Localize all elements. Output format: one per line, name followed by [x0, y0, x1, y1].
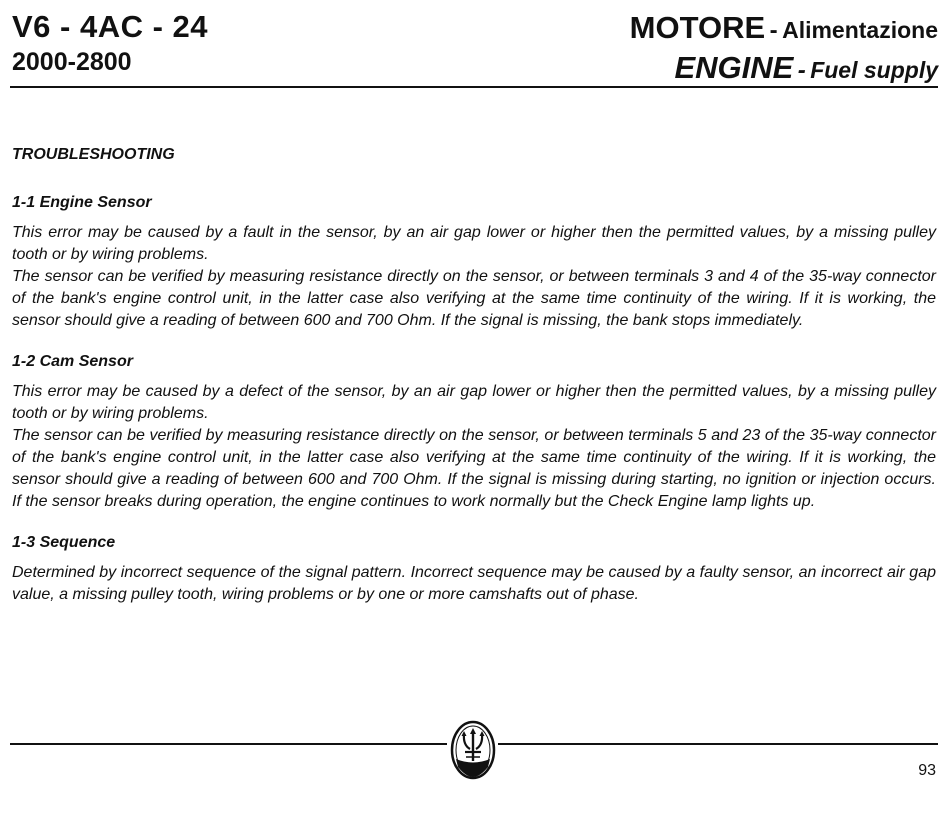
document-body [12, 145, 936, 626]
section-separator: - [769, 17, 778, 44]
paragraph: This error may be caused by a defect of the sensor, by an air gap lower or higher then the permitted values, by a missing pulley tooth or by wiring problems. [12, 383, 936, 422]
section-sequence [12, 533, 936, 606]
paragraph: The sensor can be verified by measuring resistance directly on the sensor, or between terminals 3 and 4 of the 35-way connector of the bank's engine control unit, in the latter case also verifying at the same time continuity of the wiring. If it is working, the sensor should give a reading of between 600 and 700 Ohm. If the signal is missing, the bank stops immediately. [12, 268, 936, 329]
section-engine-sensor [12, 193, 936, 332]
paragraph: This error may be caused by a fault in the sensor, by an air gap lower or higher then the permitted values, by a missing pulley tooth or by wiring problems. [12, 224, 936, 263]
model-range: 2000-2800 [12, 48, 132, 76]
section-cam-sensor [12, 352, 936, 513]
section-heading: 1-1 Engine Sensor [12, 194, 152, 211]
footer-divider-right [498, 743, 938, 745]
paragraph: Determined by incorrect sequence of the signal pattern. Incorrect sequence may be caused by a faulty sensor, an incorrect air gap value, a missing pulley tooth, wiring problems or by one or more camshafts out of phase. [12, 564, 936, 603]
section-separator: - [797, 57, 806, 84]
troubleshooting-heading: TROUBLESHOOTING [12, 146, 175, 163]
trident-icon [449, 719, 497, 781]
section-title-english [630, 51, 938, 91]
section-title-italian [630, 11, 938, 51]
model-title: V6 - 4AC - 24 [12, 9, 209, 44]
section-sub-english: Fuel supply [810, 57, 938, 83]
section-heading: 1-3 Sequence [12, 534, 116, 551]
section-sub-italian: Alimentazione [782, 17, 938, 43]
section-heading: 1-2 Cam Sensor [12, 353, 133, 370]
paragraph: The sensor can be verified by measuring resistance directly on the sensor, or between terminals 5 and 23 of the 35-way connector of the bank's engine control unit, in the latter case also verifying at the same time continuity of the wiring. If it is working, the sensor should give a reading of between 600 and 700 Ohm. If the signal is missing during starting, no ignition or injection occurs. If the sensor breaks during operation, the engine continues to work normally but the Check Engine lamp lights up. [12, 427, 936, 510]
section-main-english: ENGINE [674, 50, 794, 85]
section-main-italian: MOTORE [629, 10, 766, 45]
page-header-section [630, 11, 938, 91]
page-header-model [12, 10, 208, 78]
header-divider [10, 86, 938, 88]
page-number: 93 [918, 762, 936, 779]
footer-divider-left [10, 743, 447, 745]
